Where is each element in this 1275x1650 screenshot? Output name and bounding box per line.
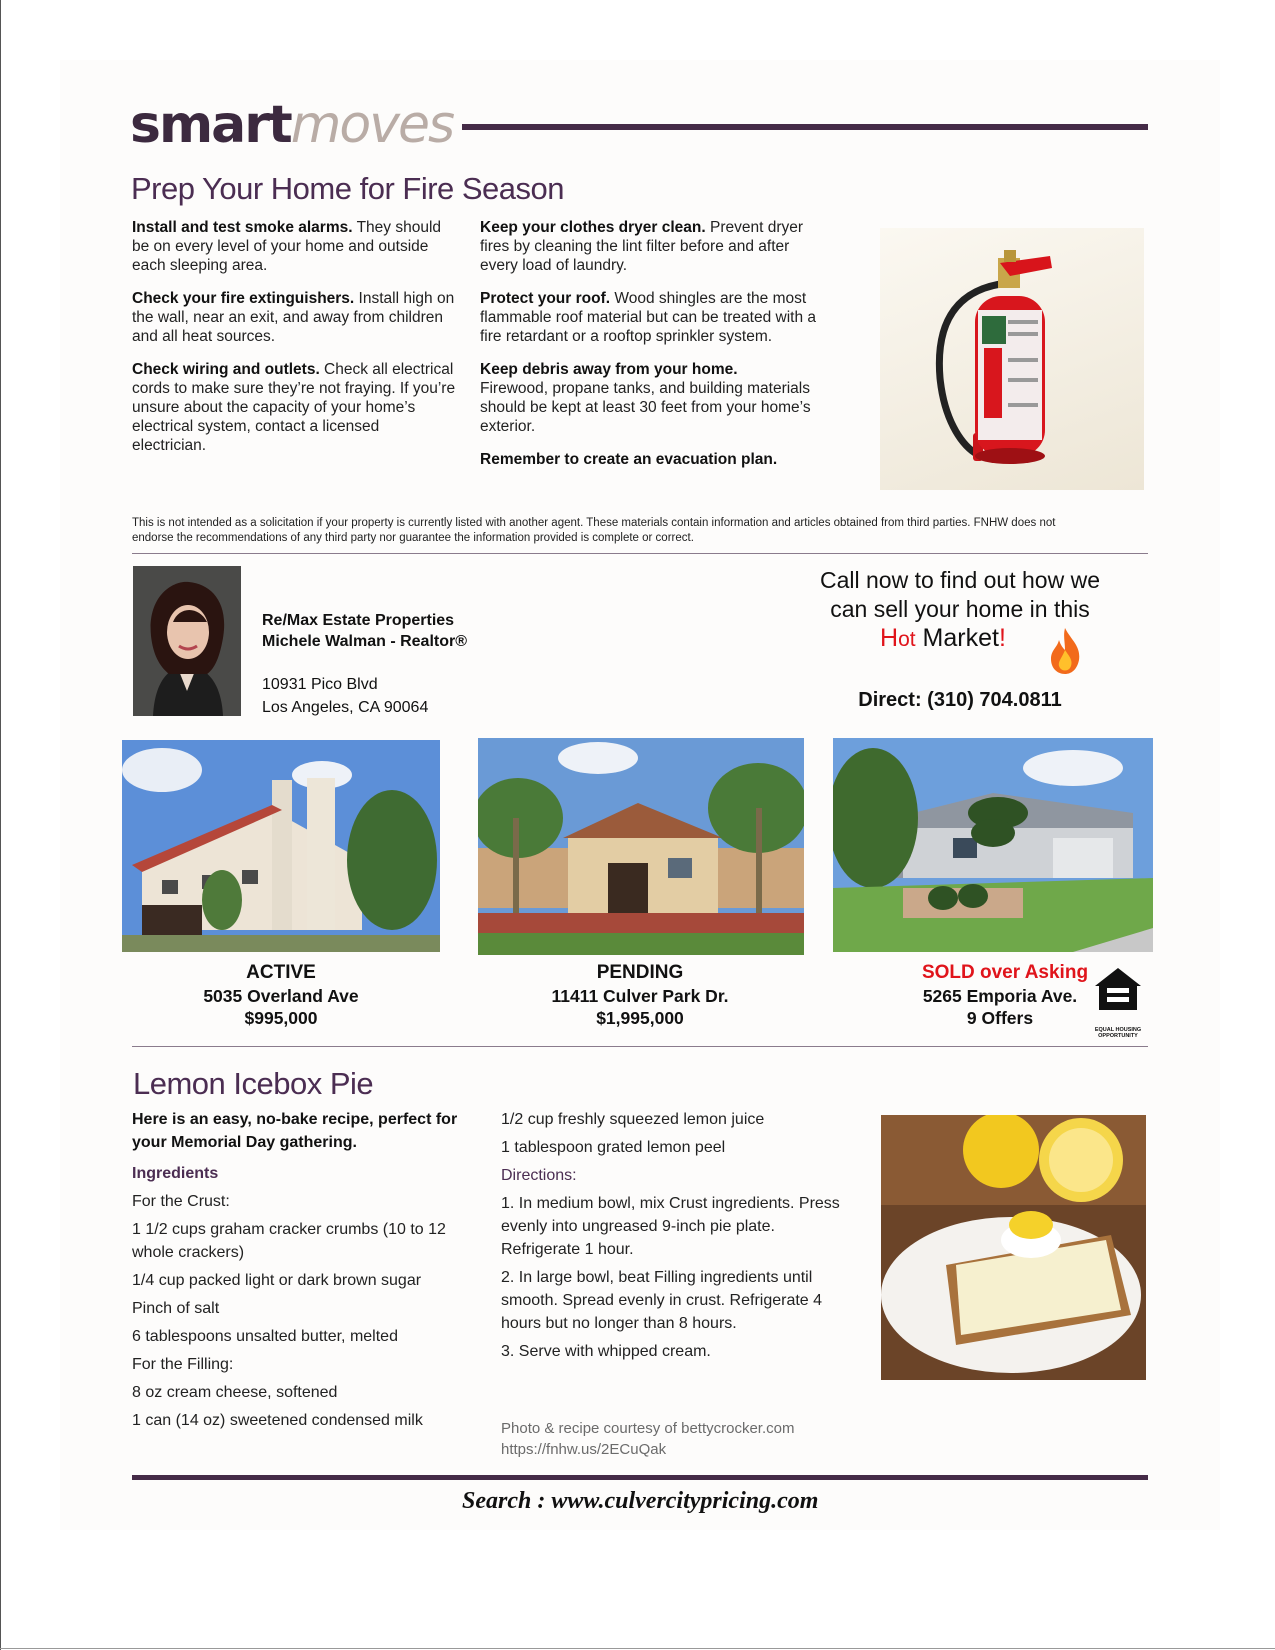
direction-step: 2. In large bowl, beat Filling ingredients until smooth. Spread evenly in crust. Refrigerate 4 hours but no longer than 8 hours. [501,1269,823,1332]
directions-heading: Directions: [501,1167,577,1184]
recipe-intro: Here is an easy, no-bake recipe, perfect for your Memorial Day gathering. [132,1111,458,1151]
ingredient-item: 1 tablespoon grated lemon peel [501,1139,726,1156]
ingredient-item: For the Crust: [132,1193,230,1210]
listing-status-pending: PENDING [596,962,684,983]
agent-name: Michele Walman - Realtor® [262,633,468,650]
credit-source: Photo & recipe courtesy of bettycrocker.com [501,1420,795,1437]
tips-column-left [132,218,457,469]
tip-heading: Check wiring and outlets. [132,361,320,378]
tips-column-right [480,218,825,483]
ingredient-item: For the Filling: [132,1356,234,1373]
flame-icon [1047,626,1083,681]
recipe-title: Lemon Icebox Pie [133,1066,374,1101]
tip-text: They should be on every level of your home and outside each sleeping area. [132,219,442,274]
tip-paragraph [132,218,457,275]
tip-paragraph [480,360,825,436]
tip-heading: Remember to create an evacuation plan. [480,451,778,468]
recipe-column-right [501,1108,841,1368]
tip-paragraph [132,360,457,455]
tip-text: Install high on the wall, near an exit, and away from children and all heat sources. [132,290,455,345]
lemon-pie-photo [881,1115,1146,1380]
fire-extinguisher-photo [880,228,1144,490]
tip-text: Prevent dryer fires by cleaning the lint filter before and after every load of laundry. [480,219,804,274]
cta-line-2: can sell your home in this [830,596,1090,622]
search-website-link[interactable]: Search : www.culvercitypricing.com [462,1488,819,1514]
tip-text: Check all electrical cords to make sure they’re not fraying. If you’re unsure about the capacity of your home’s electrical system, contact a licensed electrician. [132,361,456,454]
tip-paragraph [480,218,825,275]
page-bottom-border [0,1648,1275,1649]
listing-status-sold: SOLD over Asking [921,962,1089,983]
direction-step: 3. Serve with whipped cream. [501,1343,711,1360]
tip-heading: Keep your clothes dryer clean. [480,219,706,236]
article-title: Prep Your Home for Fire Season [131,171,565,206]
ingredient-item: Pinch of salt [132,1300,220,1317]
ingredients-heading: Ingredients [132,1165,219,1182]
hot-letter-h: H [880,624,899,652]
ingredient-item: 1 can (14 oz) sweetened condensed milk [132,1412,423,1429]
recipe-column-left [132,1108,472,1437]
market-word: Market [915,624,999,652]
direction-step: 1. In medium bowl, mix Crust ingredients. Press evenly into ungreased 9-inch pie plate. Refrigerate 1 hour. [501,1195,840,1258]
credit-link[interactable]: https://fnhw.us/2ECuQak [501,1441,667,1458]
brand-logo [130,95,453,155]
listing-price: $995,000 [244,1008,318,1028]
eho-label: EQUAL HOUSING OPPORTUNITY [1094,1027,1142,1039]
tip-text: Wood shingles are the most flammable roof material but can be treated with a fire retardant or a rooftop sprinkler system. [480,290,817,345]
agent-company: Re/Max Estate Properties [262,612,455,629]
listing-offers: 9 Offers [966,1008,1034,1028]
brand-word-smart: smart [130,95,291,155]
tip-paragraph [480,289,825,346]
agent-address-line2: Los Angeles, CA 90064 [262,699,429,716]
listing-address: 5035 Overland Ave [203,986,359,1006]
hot-market-line [880,624,1006,653]
listing-price: $1,995,000 [596,1008,684,1028]
listing-photo-culver-park [478,738,804,955]
ingredient-item: 1 1/2 cups graham cracker crumbs (10 to 12 whole crackers) [132,1221,446,1261]
exclamation-mark: ! [998,624,1006,652]
tip-heading: Install and test smoke alarms. [132,219,353,236]
listing-address: 11411 Culver Park Dr. [551,986,729,1006]
ingredient-item: 1/2 cup freshly squeezed lemon juice [501,1111,765,1128]
agent-portrait [133,566,241,716]
ingredient-item: 8 oz cream cheese, softened [132,1384,338,1401]
agent-address-line1: 10931 Pico Blvd [262,676,378,693]
tip-heading: Protect your roof. [480,290,611,307]
footer-rule [132,1475,1148,1480]
header-rule [462,124,1148,130]
listing-photo-emporia [833,738,1153,952]
listing-photo-overland [122,740,440,952]
listing-address: 5265 Emporia Ave. [922,986,1078,1006]
direct-phone: Direct: (310) 704.0811 [858,689,1062,711]
tip-text: Firewood, propane tanks, and building materials should be kept at least 30 feet from your home’s exterior. [480,380,811,435]
equal-housing-opportunity-icon [1093,966,1143,1039]
recipe-credit [501,1418,794,1460]
brand-word-moves: moves [290,95,454,155]
page-left-border [0,0,1,1650]
section-divider [132,1046,1148,1047]
hot-letters-ot: ot [898,628,916,651]
tip-paragraph [480,450,825,469]
section-divider [132,553,1148,554]
listing-status-active: ACTIVE [246,962,316,983]
ingredient-item: 6 tablespoons unsalted butter, melted [132,1328,398,1345]
tip-paragraph [132,289,457,346]
cta-line-1: Call now to find out how we [820,567,1100,593]
disclaimer-text: This is not intended as a solicitation if your property is currently listed with another agent. These materials contain information and articles obtained from third parties. FNHW does not endorse the recommendations of any third party nor guarantee the information provided is complete or correct. [132,517,1056,544]
ingredient-item: 1/4 cup packed light or dark brown sugar [132,1272,422,1289]
tip-heading: Check your fire extinguishers. [132,290,355,307]
call-to-action [770,566,1150,624]
tip-heading: Keep debris away from your home. [480,361,738,378]
